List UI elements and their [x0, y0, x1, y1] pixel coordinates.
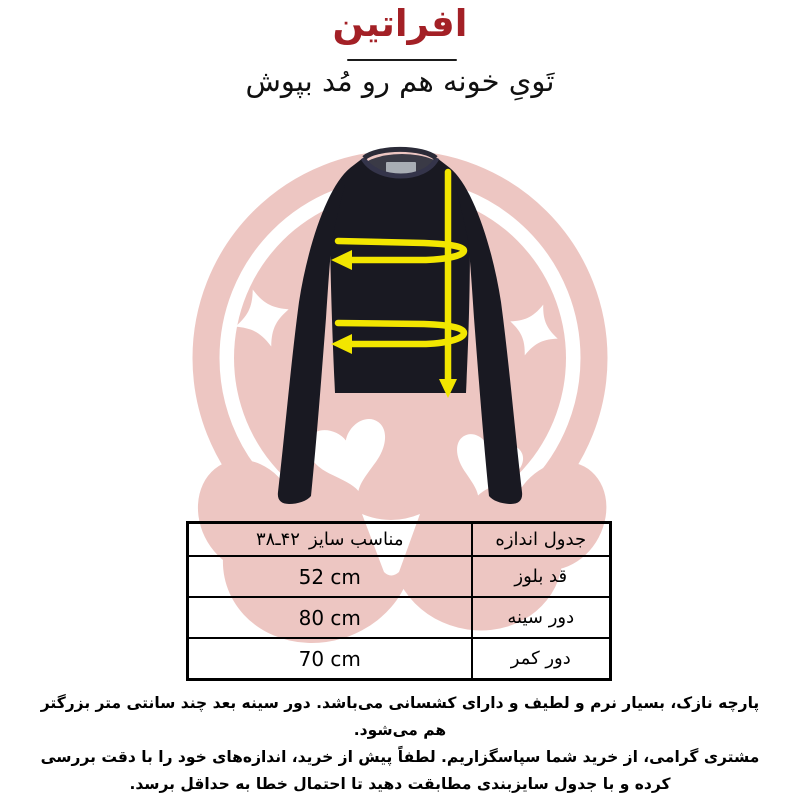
- table-row-bust: [188, 597, 611, 638]
- size-table: [186, 521, 612, 681]
- row-value: 70 cm: [188, 638, 472, 680]
- fabric-note: [40, 690, 760, 744]
- size-table-title-cell: جدول اندازه: [472, 523, 611, 557]
- row-label: دور کمر: [472, 638, 611, 680]
- table-row-waist: [188, 638, 611, 680]
- table-row-length: [188, 556, 611, 597]
- customer-note: [40, 744, 760, 798]
- brand-logo: افراتین: [332, 2, 468, 45]
- tagline-flourish: [347, 59, 457, 61]
- note-line: پارچه نازک، بسیار نرم و لطیف و دارای کشسانی می‌باشد. دور سینه بعد چند سانتی متر بزرگتر: [40, 694, 760, 712]
- size-table-header-row: [188, 523, 611, 557]
- brand-tagline: تَویِ خونه هم رو مُد بپوش: [245, 64, 555, 98]
- row-value: 80 cm: [188, 597, 472, 638]
- size-table-fit-cell: [188, 523, 472, 557]
- note-line: مشتری گرامی، از خرید شما سپاسگزاریم. لطفاً پیش از خرید، اندازه‌های خود را با دقت بررسی: [40, 748, 760, 766]
- collar-label: [386, 162, 416, 174]
- fit-label: مناسب سایز: [308, 529, 404, 550]
- fit-size-range: ۳۸ـ۴۲: [256, 529, 300, 550]
- note-line: هم می‌شود.: [353, 721, 447, 739]
- note-line: کرده و با جدول سایزبندی مطابقت دهید تا احتمال خطا به حداقل برسد.: [129, 775, 671, 793]
- row-label: دور سینه: [472, 597, 611, 638]
- row-label: قد بلوز: [472, 556, 611, 597]
- row-value: 52 cm: [188, 556, 472, 597]
